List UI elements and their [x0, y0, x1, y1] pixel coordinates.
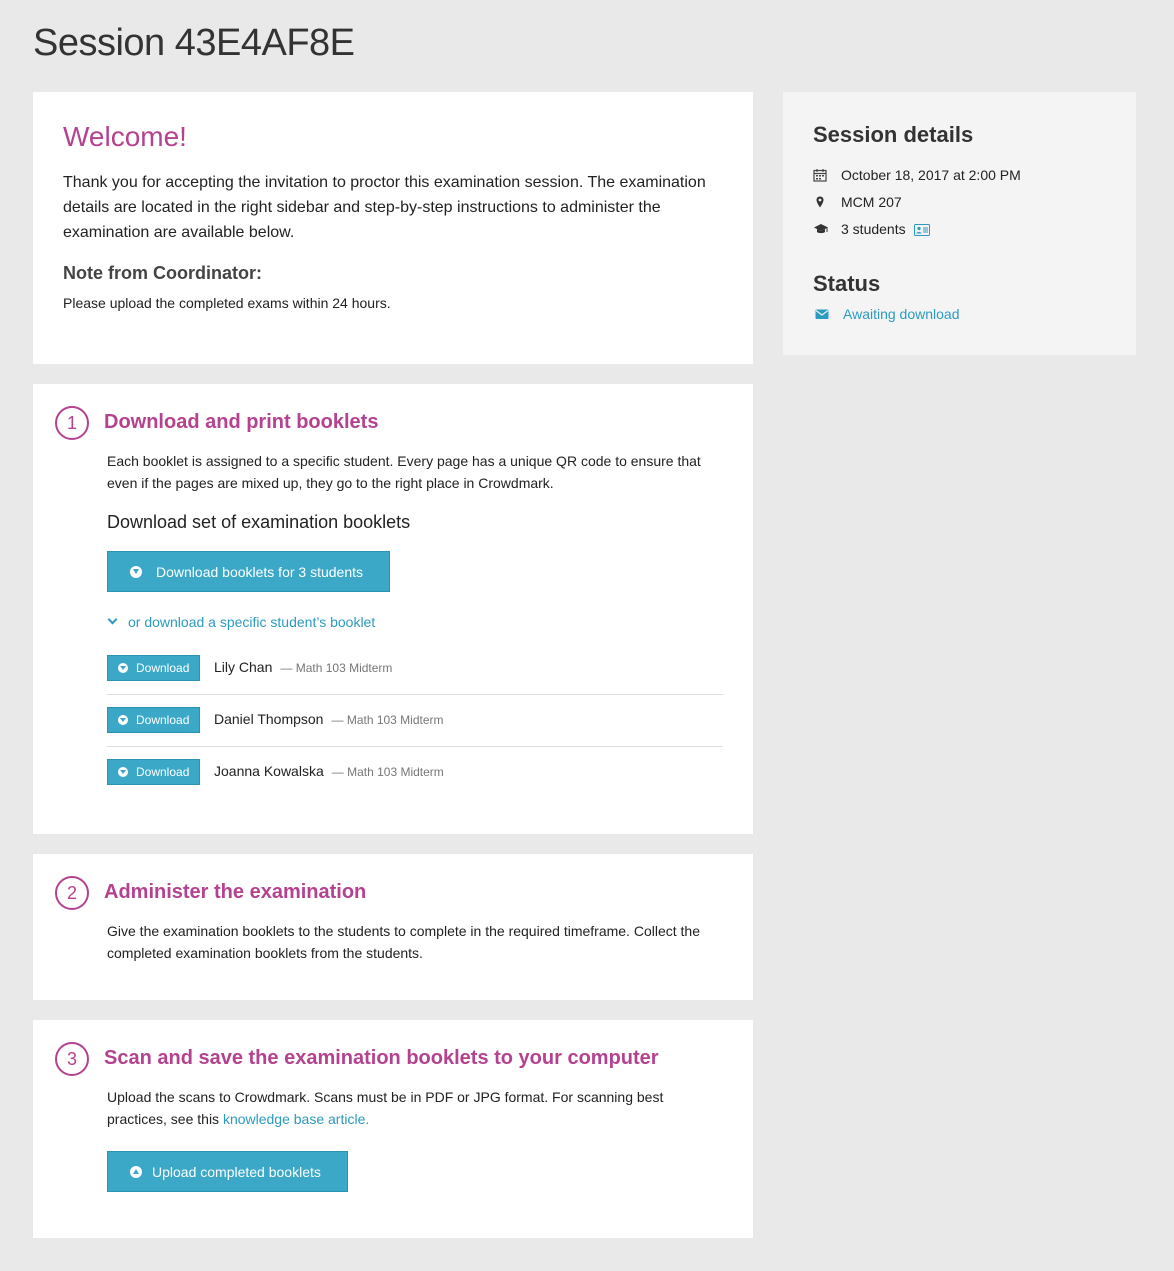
session-date — [813, 167, 1021, 183]
graduation-cap-icon — [813, 222, 827, 236]
download-student-button[interactable] — [107, 759, 200, 785]
status-link[interactable]: Awaiting download — [843, 306, 960, 322]
student-name: Daniel Thompson — [214, 711, 324, 727]
upload-label: Upload completed booklets — [152, 1163, 321, 1180]
session-date-text: October 18, 2017 at 2:00 PM — [841, 167, 1021, 183]
student-row — [214, 711, 444, 727]
download-circle-icon — [118, 715, 128, 725]
envelope-icon — [815, 307, 829, 321]
session-details-sidebar — [783, 92, 1136, 355]
session-students-text: 3 students — [841, 221, 906, 237]
status-title: Status — [813, 271, 881, 296]
calendar-icon — [813, 168, 827, 182]
specific-booklet-toggle[interactable] — [109, 614, 375, 630]
student-exam: — Math 103 Midterm — [280, 661, 393, 675]
student-list-icon[interactable] — [914, 223, 930, 235]
download-circle-icon — [118, 663, 128, 673]
student-name: Joanna Kowalska — [214, 763, 324, 779]
step2-number: 2 — [55, 876, 89, 910]
download-circle-icon — [130, 566, 142, 578]
download-label: Download — [136, 661, 190, 675]
welcome-title: Welcome! — [63, 121, 187, 152]
step3-title: Scan and save the examination booklets to your computer — [104, 1047, 659, 1069]
download-all-label: Download booklets for 3 students — [156, 563, 364, 580]
session-students — [813, 221, 930, 237]
step3-number: 3 — [55, 1042, 89, 1076]
step3-text-body: Upload the scans to Crowdmark. Scans must be in PDF or JPG format. For scanning best practices, see this — [107, 1089, 664, 1127]
step2-title: Administer the examination — [104, 881, 367, 903]
upload-completed-booklets-button[interactable] — [107, 1151, 348, 1192]
student-exam: — Math 103 Midterm — [331, 765, 444, 779]
student-name: Lily Chan — [214, 659, 273, 675]
coordinator-note-title: Note from Coordinator: — [63, 263, 262, 283]
step3-text — [107, 1086, 687, 1130]
coordinator-note-text: Please upload the completed exams within 24 hours. — [63, 295, 391, 311]
welcome-text: Thank you for accepting the invitation to proctor this examination session. The examination details are located in the right sidebar and step-by-step instructions to administer the examination are available below. — [63, 174, 706, 241]
status-row — [815, 306, 960, 322]
row-divider — [107, 746, 723, 747]
download-student-button[interactable] — [107, 655, 200, 681]
page-title: Session 43E4AF8E — [33, 22, 355, 64]
chevron-down-icon — [108, 614, 118, 624]
session-details-title: Session details — [813, 122, 974, 147]
download-student-button[interactable] — [107, 707, 200, 733]
session-location-text: MCM 207 — [841, 194, 902, 210]
row-divider — [107, 694, 723, 695]
upload-circle-icon — [130, 1166, 142, 1178]
step3-card — [33, 1020, 753, 1238]
step2-text: Give the examination booklets to the students to complete in the required timeframe. Collect the completed examination booklets from the students. — [107, 923, 700, 961]
student-exam: — Math 103 Midterm — [331, 713, 444, 727]
download-circle-icon — [118, 767, 128, 777]
specific-booklet-link: or download a specific student’s booklet — [128, 614, 376, 630]
download-label: Download — [136, 713, 190, 727]
step1-text: Each booklet is assigned to a specific student. Every page has a unique QR code to ensure that even if the pages are mixed up, they go to the right place in Crowdmark. — [107, 453, 701, 491]
session-location — [813, 194, 902, 210]
step1-title: Download and print booklets — [104, 411, 379, 433]
download-label: Download — [136, 765, 190, 779]
step1-number: 1 — [55, 406, 89, 440]
download-set-subheading: Download set of examination booklets — [107, 512, 411, 532]
student-row — [214, 763, 444, 779]
download-all-booklets-button[interactable] — [107, 551, 390, 592]
welcome-card — [33, 92, 753, 364]
map-pin-icon — [813, 195, 827, 209]
student-row — [214, 659, 392, 675]
knowledge-base-link[interactable]: knowledge base article. — [222, 1111, 370, 1127]
step1-card — [33, 384, 753, 834]
step2-card — [33, 854, 753, 1000]
